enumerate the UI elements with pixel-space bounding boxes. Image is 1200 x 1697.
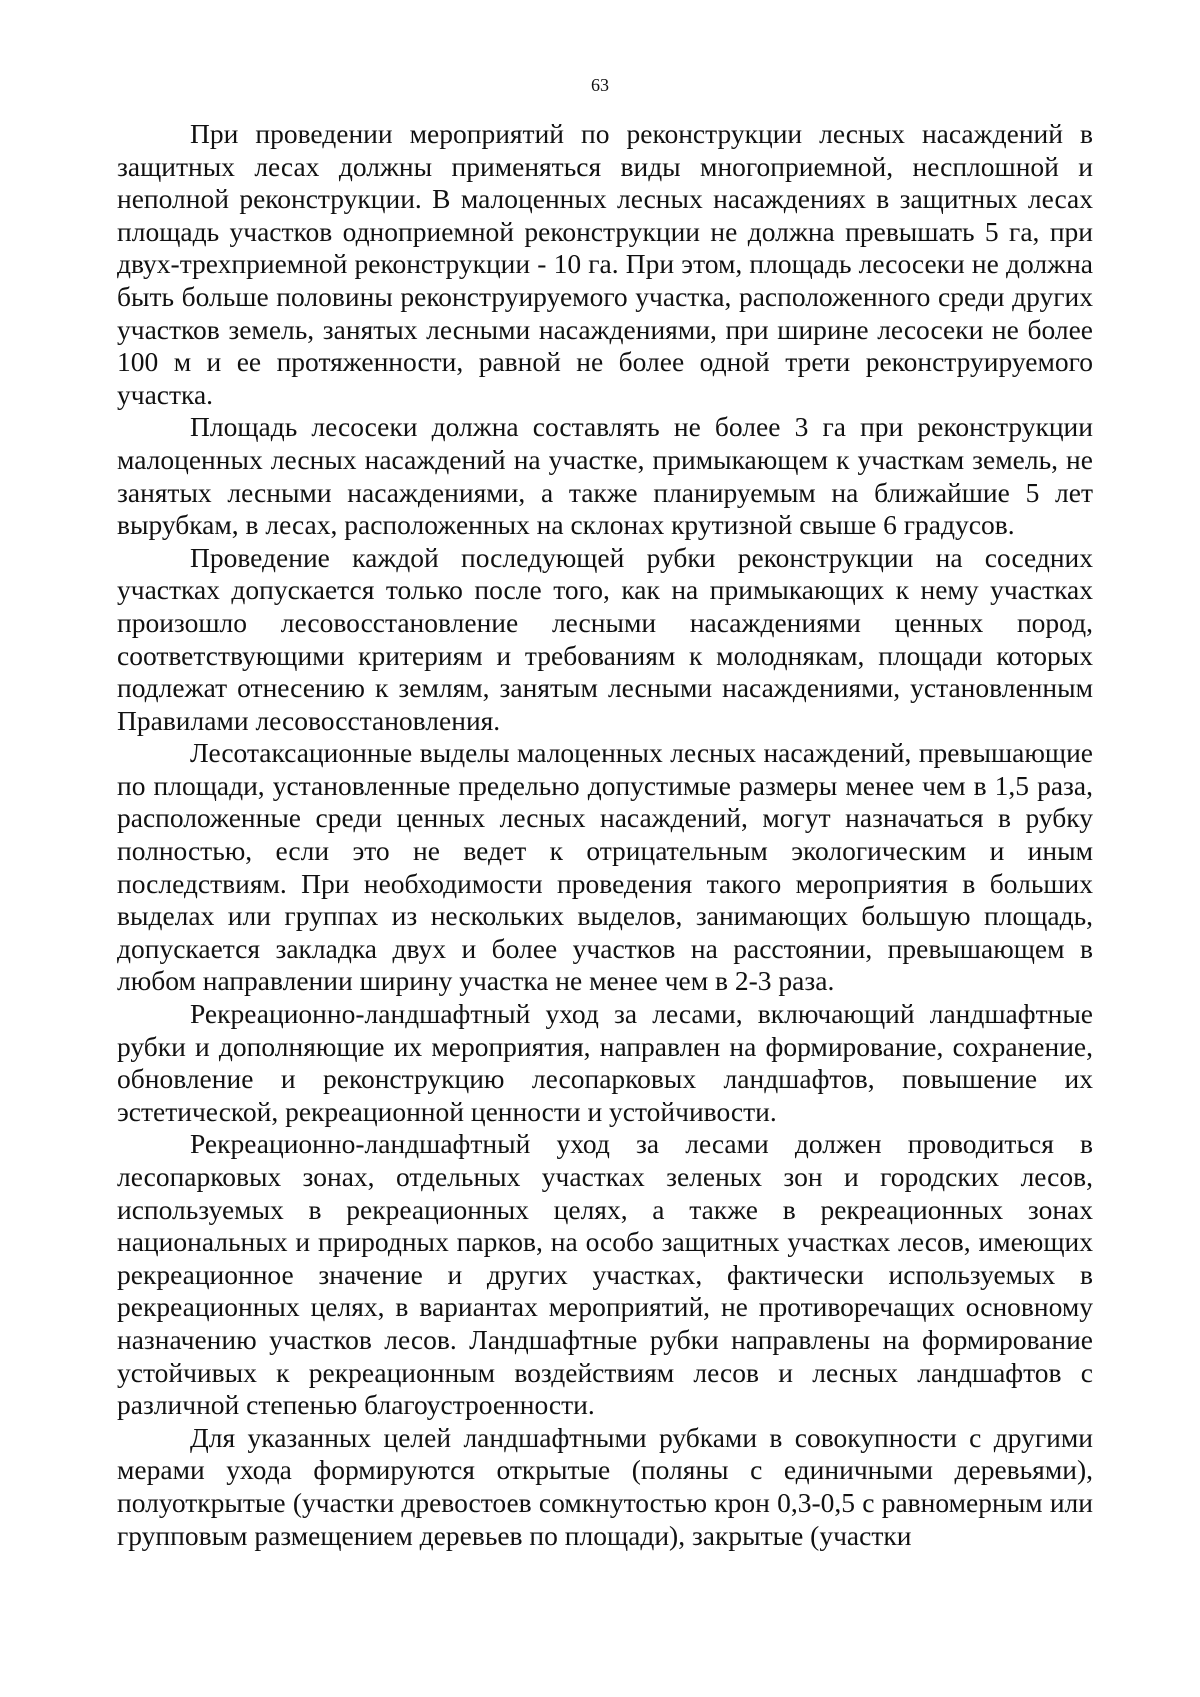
paragraph-reconstruction-protective-forests: При проведении мероприятий по реконструкции лесных насаждений в защитных лесах должны применяться виды многоприемной, несплошной и неполной реконструкции. В малоценных лесных насаждениях в защитных лесах площадь участков одноприемной реконструкции не должна превышать 5 га, при двух-трехприемной реконструкции - 10 га. При этом, площадь лесосеки не должна быть больше половины реконструируемого участка, расположенного среди других участков земель, занятых лесными насаждениями, при ширине лесосеки не более 100 м и ее протяженности, равной не более одной трети реконструируемого участка. xyxy=(117,118,1093,410)
paragraph-subsequent-reconstruction-cutting: Проведение каждой последующей рубки реконструкции на соседних участках допускается только после того, как на примыкающих к нему участках произошло лесовосстановление лесными насаждениями ценных пород, соответствующими критериям и требованиям к молоднякам, площади которых подлежат отнесению к землям, занятым лесными насаждениями, установленным Правилами лесовосстановления. xyxy=(117,541,1093,736)
paragraph-recreational-landscape-care-zones: Рекреационно-ландшафтный уход за лесами должен проводиться в лесопарковых зонах, отдельных участках зеленых зон и городских лесов, используемых в рекреационных целях, а также в рекреационных зонах национальных и природных парков, на особо защитных участках лесов, имеющих рекреационное значение и других участках, фактически используемых в рекреационных целях, в вариантах мероприятий, не противоречащих основному назначению участков лесов. Ландшафтные рубки направлены на формирование устойчивых к рекреационным воздействиям лесов и лесных ландшафтов с различной степенью благоустроенности. xyxy=(117,1128,1093,1421)
paragraph-cutting-area-limit: Площадь лесосеки должна составлять не более 3 га при реконструкции малоценных лесных насаждений на участке, примыкающем к участкам земель, не занятых лесными насаждениями, а также планируемым на ближайшие 5 лет вырубкам, в лесах, расположенных на склонах крутизной свыше 6 градусов. xyxy=(117,411,1093,541)
document-body xyxy=(117,118,1093,1552)
paragraph-landscape-cutting-types: Для указанных целей ландшафтными рубками в совокупности с другими мерами ухода формируются открытые (поляны с единичными деревьями), полуоткрытые (участки древостоев сомкнутостью крон 0,3-0,5 с равномерным или групповым размещением деревьев по площади), закрытые (участки xyxy=(117,1421,1093,1551)
page-number: 63 xyxy=(591,75,609,95)
paragraph-forest-inventory-compartments: Лесотаксационные выделы малоценных лесных насаждений, превышающие по площади, установленные предельно допустимые размеры менее чем в 1,5 раза, расположенные среди ценных лесных насаждений, могут назначаться в рубку полностью, если это не ведет к отрицательным экологическим и иным последствиям. При необходимости проведения такого мероприятия в больших выделах или группах из нескольких выделов, занимающих большую площадь, допускается закладка двух и более участков на расстоянии, превышающем в любом направлении ширину участка не менее чем в 2-3 раза. xyxy=(117,737,1093,997)
paragraph-recreational-landscape-care-definition: Рекреационно-ландшафтный уход за лесами, включающий ландшафтные рубки и дополняющие их мероприятия, направлен на формирование, сохранение, обновление и реконструкцию лесопарковых ландшафтов, повышение их эстетической, рекреационной ценности и устойчивости. xyxy=(117,998,1093,1127)
